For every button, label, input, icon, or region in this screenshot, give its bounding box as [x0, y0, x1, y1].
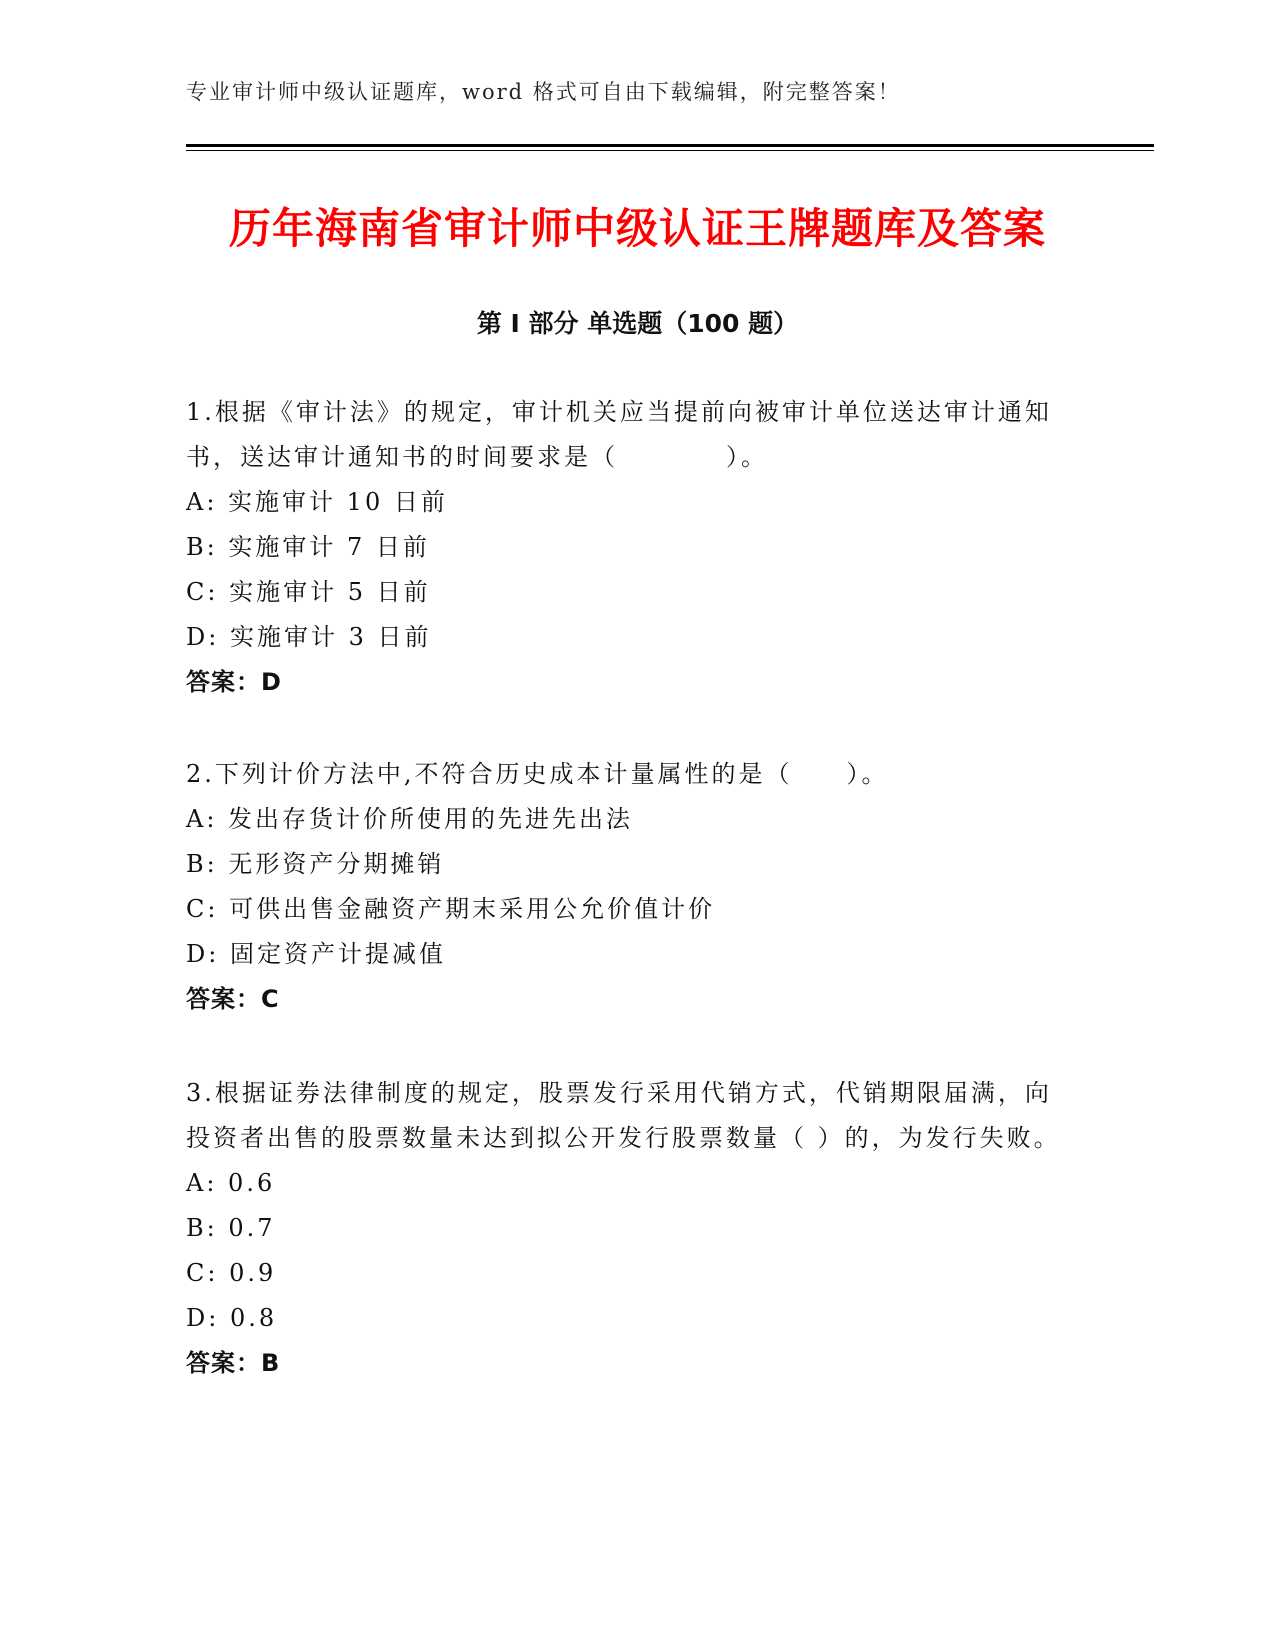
option-d: D: 固定资产计提减值 — [186, 940, 446, 968]
document-title: 历年海南省审计师中级认证王牌题库及答案 — [228, 204, 1046, 253]
option-b: B: 0.7 — [186, 1214, 276, 1242]
option-c: C: 0.9 — [186, 1259, 277, 1287]
option-b: B: 无形资产分期摊销 — [186, 850, 445, 878]
question-stem: 1.根据《审计法》的规定，审计机关应当提前向被审计单位送达审计通知书，送达审计通知书的时间要求是（ ）。 — [186, 398, 1052, 471]
option-d: D: 实施审计 3 日前 — [186, 623, 432, 651]
option-c: C: 可供出售金融资产期末采用公允价值计价 — [186, 895, 716, 923]
option-a: A: 发出存货计价所使用的先进先出法 — [186, 805, 634, 833]
question-stem: 2.下列计价方法中,不符合历史成本计量属性的是（ ）。 — [186, 760, 889, 788]
question-1 — [186, 390, 1066, 705]
option-c: C: 实施审计 5 日前 — [186, 578, 431, 606]
header-rule-thick — [186, 144, 1154, 147]
answer-line: 答案：C — [186, 985, 280, 1013]
answer-line: 答案：B — [186, 1349, 281, 1377]
option-a: A: 0.6 — [186, 1169, 276, 1197]
header-rule-thin — [186, 150, 1154, 151]
option-b: B: 实施审计 7 日前 — [186, 533, 430, 561]
option-a: A: 实施审计 10 日前 — [186, 488, 448, 516]
option-d: D: 0.8 — [186, 1304, 278, 1332]
question-stem: 3.根据证券法律制度的规定，股票发行采用代销方式，代销期限届满，向投资者出售的股票数量未达到拟公开发行股票数量（ ）的，为发行失败。 — [186, 1079, 1061, 1152]
header-note: 专业审计师中级认证题库，word 格式可自由下载编辑，附完整答案！ — [186, 80, 901, 104]
question-2 — [186, 752, 1066, 1022]
question-3 — [186, 1071, 1066, 1386]
section-title: 第 I 部分 单选题（100 题） — [476, 309, 799, 338]
answer-line: 答案：D — [186, 668, 282, 696]
